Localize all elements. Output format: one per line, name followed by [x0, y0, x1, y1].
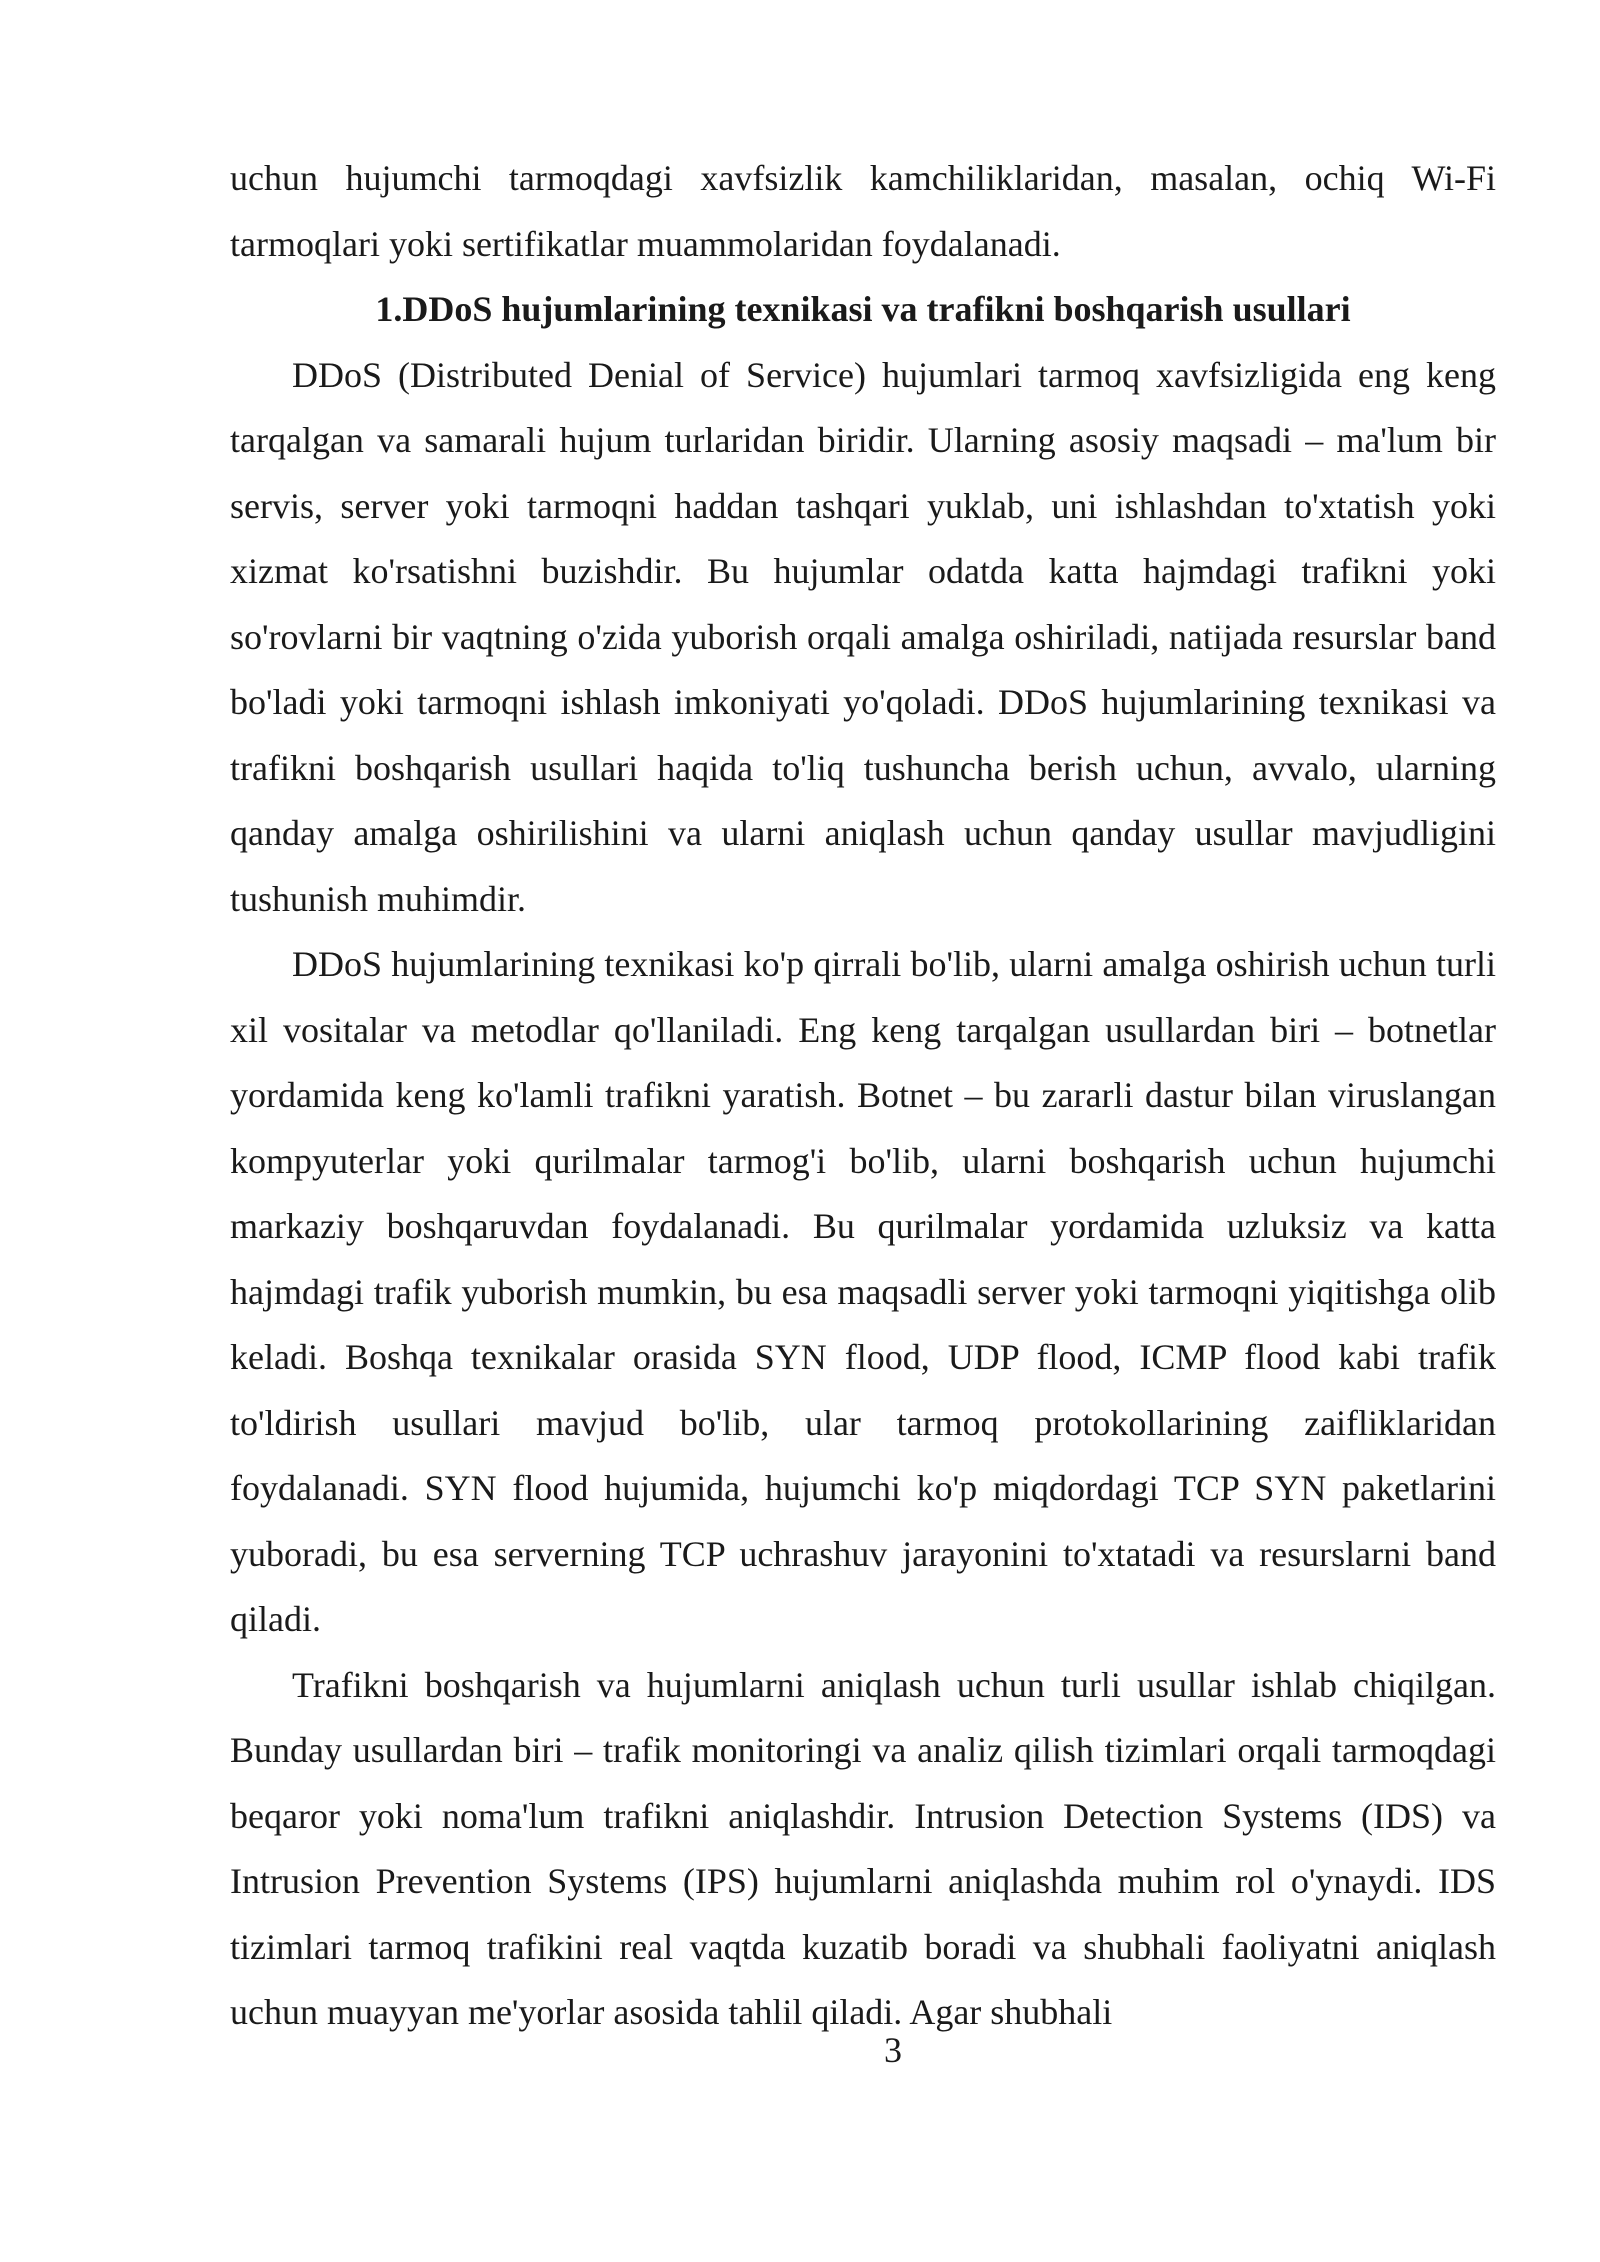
document-page [230, 146, 1496, 2046]
page-number: 3 [884, 2030, 902, 2070]
body-paragraph-ddos-techniques: DDoS hujumlarining texnikasi ko'p qirrali bo'lib, ularni amalga oshirish uchun turli xil vositalar va metodlar qo'llaniladi. Eng keng tarqalgan usullardan biri – botnetlar yordamida keng ko'lamli trafikni yaratish. Botnet – bu zararli dastur bilan viruslangan kompyuterlar yoki qurilmalar tarmog'i bo'lib, ularni boshqarish uchun hujumchi markaziy boshqaruvdan foydalanadi. Bu qurilmalar yordamida uzluksiz va katta hajmdagi trafik yuborish mumkin, bu esa maqsadli server yoki tarmoqni yiqitishga olib keladi. Boshqa texnikalar orasida SYN flood, UDP flood, ICMP flood kabi trafik to'ldirish usullari mavjud bo'lib, ular tarmoq protokollarining zaifliklaridan foydalanadi. SYN flood hujumida, hujumchi ko'p miqdordagi TCP SYN paketlarini yuboradi, bu esa serverning TCP uchrashuv jarayonini to'xtatadi va resurslarni band qiladi. [230, 944, 1496, 1639]
intro-continuation-paragraph: uchun hujumchi tarmoqdagi xavfsizlik kamchiliklaridan, masalan, ochiq Wi-Fi tarmoqlari yoki sertifikatlar muammolaridan foydalanadi. [230, 158, 1496, 264]
section-heading: 1.DDoS hujumlarining texnikasi va trafikni boshqarish usullari [375, 289, 1351, 329]
body-paragraph-traffic-management: Trafikni boshqarish va hujumlarni aniqlash uchun turli usullar ishlab chiqilgan. Bunday usullardan biri – trafik monitoringi va analiz qilish tizimlari orqali tarmoqdagi beqaror yoki noma'lum trafikni aniqlashdir. Intrusion Detection Systems (IDS) va Intrusion Prevention Systems (IPS) hujumlarni aniqlashda muhim rol o'ynaydi. IDS tizimlari tarmoq trafikini real vaqtda kuzatib boradi va shubhali faoliyatni aniqlash uchun muayyan me'yorlar asosida tahlil qiladi. Agar shubhali [230, 1664, 1496, 2032]
body-paragraph-ddos-definition: DDoS (Distributed Denial of Service) hujumlari tarmoq xavfsizligida eng keng tarqalgan va samarali hujum turlaridan biridir. Ularning asosiy maqsadi – ma'lum bir servis, server yoki tarmoqni haddan tashqari yuklab, uni ishlashdan to'xtatish yoki xizmat ko'rsatishni buzishdir. Bu hujumlar odatda katta hajmdagi trafikni yoki so'rovlarni bir vaqtning o'zida yuborish orqali amalga oshiriladi, natijada resurslar band bo'ladi yoki tarmoqni ishlash imkoniyati yo'qoladi. DDoS hujumlarining texnikasi va trafikni boshqarish usullari haqida to'liq tushuncha berish uchun, avvalo, ularning qanday amalga oshirilishini va ularni aniqlash uchun qanday usullar mavjudligini tushunish muhimdir. [230, 354, 1496, 919]
